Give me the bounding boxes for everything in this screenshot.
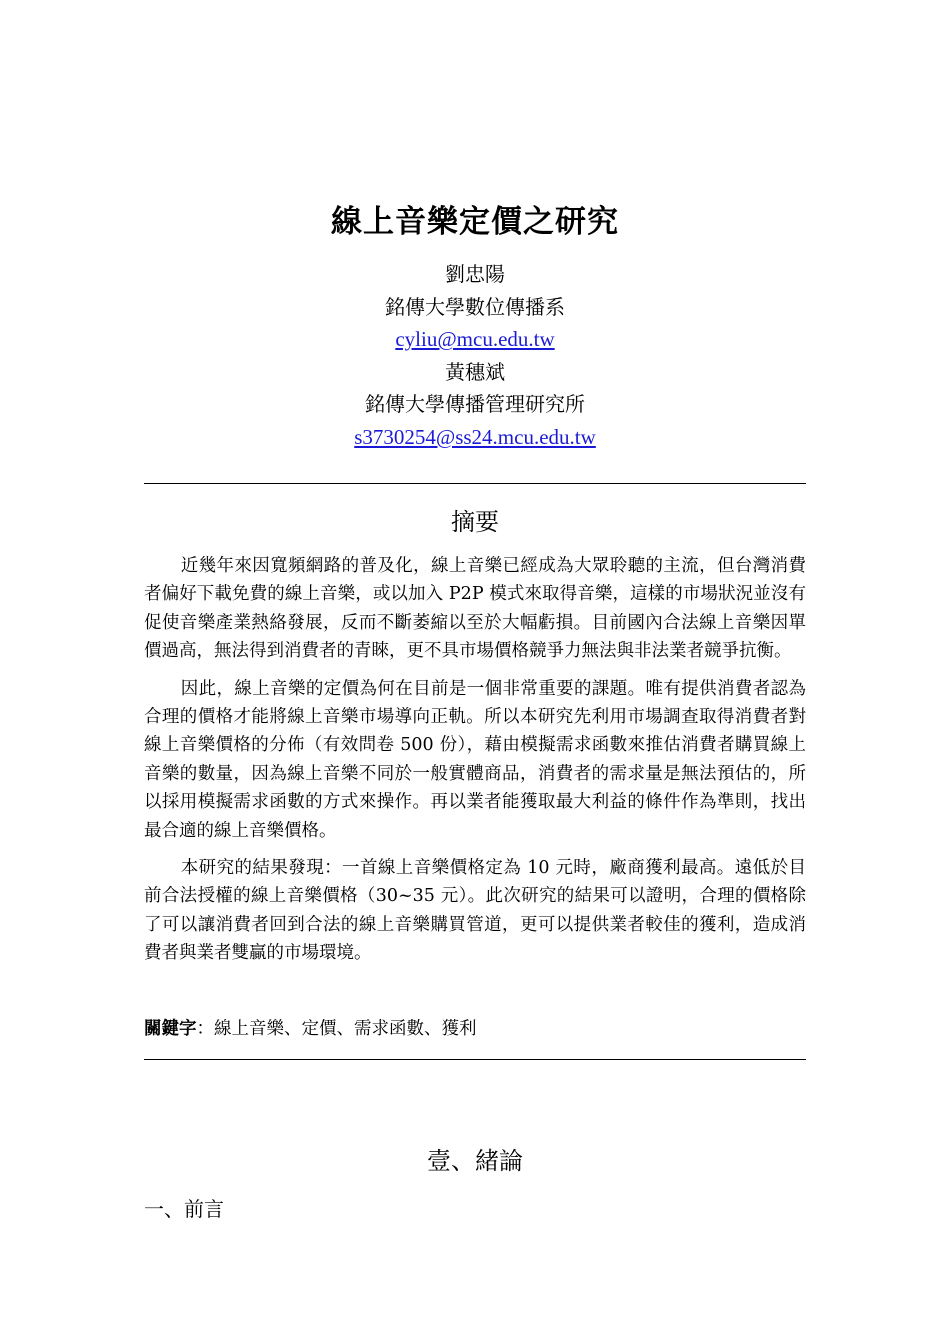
abstract-paragraph: 本研究的結果發現：一首線上音樂價格定為 10 元時，廠商獲利最高。遠低於目前合法授權的線上音樂價格（30~35 元）。此次研究的結果可以證明，合理的價格除了可以讓消費者回到合法的線上音樂購買管道，更可以提供業者較佳的獲利，造成消費者與業者雙贏的市場環境。 — [144, 858, 806, 964]
author-name: 黃穗斌 — [445, 359, 505, 384]
author-affiliation: 銘傳大學數位傳播系 — [385, 294, 565, 319]
keywords-text: 線上音樂、定價、需求函數、獲利 — [214, 1019, 477, 1039]
author-email-link[interactable]: s3730254@ss24.mcu.edu.tw — [354, 424, 596, 449]
divider-bottom — [144, 1059, 806, 1060]
keywords-separator: ： — [196, 1019, 214, 1039]
abstract-paragraph: 因此，線上音樂的定價為何在目前是一個非常重要的課題。唯有提供消費者認為合理的價格才能將線上音樂市場導向正軌。所以本研究先利用市場調查取得消費者對線上音樂價格的分佈（有效問卷 500 份），藉由模擬需求函數來推估消費者購買線上音樂的數量，因為線上音樂不同於一般實體商品，消費者的需求量是無法預估的，所以採用模擬需求函數的方式來操作。再以業者能獲取最大利益的條件作為準則，找出最合適的線上音樂價格。 — [144, 678, 806, 841]
author-name: 劉忠陽 — [445, 262, 505, 286]
section-heading: 壹、緒論 — [427, 1147, 523, 1175]
subsection-heading: 一、前言 — [144, 1197, 224, 1221]
abstract-body — [144, 552, 806, 977]
author-email-link[interactable]: cyliu@mcu.edu.tw — [395, 327, 555, 352]
keywords-label: 關鍵字 — [144, 1019, 197, 1039]
abstract-heading: 摘要 — [451, 508, 499, 536]
paper-title: 線上音樂定價之研究 — [331, 204, 619, 240]
abstract-paragraph: 近幾年來因寬頻網路的普及化，線上音樂已經成為大眾聆聽的主流，但台灣消費者偏好下載免費的線上音樂，或以加入 P2P 模式來取得音樂，這樣的市場狀況並沒有促使音樂產業熱絡發展，反而不斷萎縮以至於大幅虧損。目前國內合法線上音樂因單價過高，無法得到消費者的青睞，更不具市場價格競爭力無法與非法業者競爭抗衡。 — [144, 556, 806, 662]
keywords-line — [144, 1015, 806, 1040]
divider-top — [144, 483, 806, 484]
author-affiliation: 銘傳大學傳播管理研究所 — [365, 392, 585, 417]
author-block — [0, 258, 950, 454]
